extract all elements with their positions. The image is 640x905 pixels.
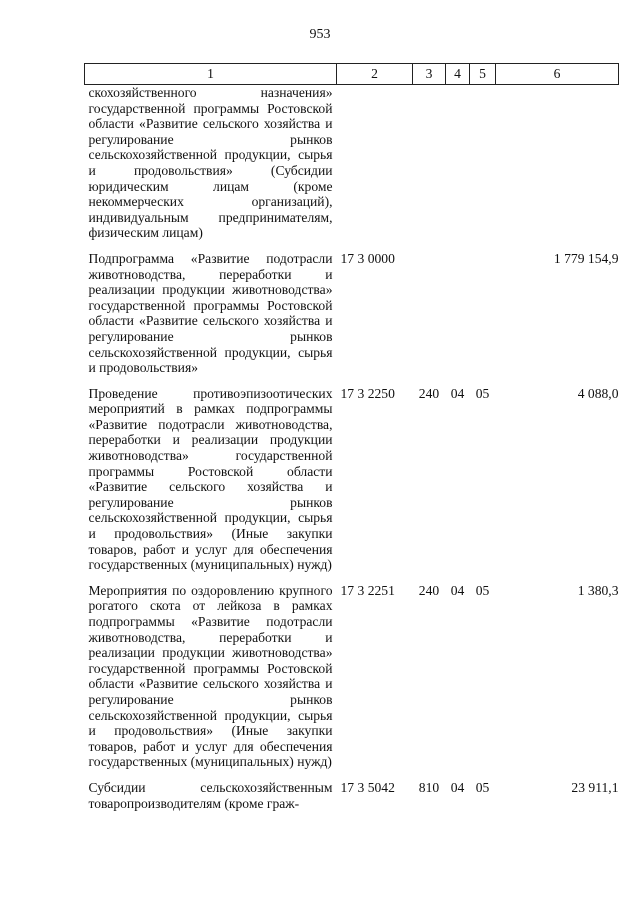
row-col5: 05 <box>475 582 490 598</box>
row-description: Субсидии сельскохозяйственным товаропроизводителям (кроме граж- <box>88 779 333 811</box>
row-col5 <box>470 85 496 251</box>
header-col-6: 6 <box>496 64 619 85</box>
row-code: 17 3 2251 <box>340 582 395 598</box>
row-col5: 05 <box>475 779 490 795</box>
row-code: 17 3 0000 <box>340 250 395 266</box>
row-description: Подпрограмма «Развитие подотрасли животноводства, переработки и реализации продукции животноводства» государственной программы Ростовской области «Развитие сельского хозяйства и регулирование рынков сельскохозяйственной продукции, сырья и продовольствия» <box>88 250 333 376</box>
row-amount <box>496 85 619 251</box>
table-row <box>85 386 619 583</box>
row-col3 <box>413 251 446 386</box>
row-col4: 04 <box>450 385 465 401</box>
header-col-5: 5 <box>470 64 496 85</box>
table-row <box>85 583 619 780</box>
row-col4 <box>446 85 470 251</box>
row-col3: 240 <box>418 385 440 401</box>
row-col4: 04 <box>450 779 465 795</box>
row-col3: 810 <box>418 779 440 795</box>
row-col5 <box>470 251 496 386</box>
row-description: скохозяйственного назначения» государственной программы Ростовской области «Развитие сельского хозяйства и регулирование рынков сельскохозяйственной продукции, сырья и продовольствия» (Субсидии юридическим лицам (кроме некоммерческих организаций), индивидуальным предпринимателям, физическим лицам) <box>88 85 333 241</box>
header-col-4: 4 <box>446 64 470 85</box>
row-description: Проведение противоэпизоотических мероприятий в рамках подпрограммы «Развитие подотрасли животноводства, переработки и реализации продукции животноводства» государственной программы Ростовской области «Развитие сельского хозяйства и регулирование рынков сельскохозяйственной продукции, сырья и продовольствия» (Иные закупки товаров, работ и услуг для обеспечения государственных (муниципальных) нужд) <box>88 385 333 573</box>
row-code: 17 3 2250 <box>340 385 395 401</box>
row-amount: 1 380,3 <box>577 582 619 598</box>
row-code <box>337 85 413 251</box>
header-col-3: 3 <box>413 64 446 85</box>
budget-table <box>84 63 619 811</box>
row-amount: 4 088,0 <box>577 385 619 401</box>
row-amount: 1 779 154,9 <box>553 250 619 266</box>
page-number: 953 <box>309 27 331 42</box>
row-col3: 240 <box>418 582 440 598</box>
row-col5: 05 <box>475 385 490 401</box>
row-description: Мероприятия по оздоровлению крупного рогатого скота от лейкоза в рамках подпрограммы «Развитие подотрасли животноводства, переработки и реализации продукции животноводства» государственной программы Ростовской области «Развитие сельского хозяйства и регулирование рынков сельскохозяйственной продукции, сырья и продовольствия» (Иные закупки товаров, работ и услуг для обеспечения государственных (муниципальных) нужд) <box>88 582 333 770</box>
table-row <box>85 251 619 386</box>
table-row <box>85 85 619 251</box>
row-amount: 23 911,1 <box>571 779 619 795</box>
table-row <box>85 780 619 811</box>
row-col4: 04 <box>450 582 465 598</box>
header-col-1: 1 <box>85 64 337 85</box>
header-col-2: 2 <box>337 64 413 85</box>
table-header-row <box>85 64 619 85</box>
row-code: 17 3 5042 <box>340 779 395 795</box>
row-col3 <box>413 85 446 251</box>
row-col4 <box>446 251 470 386</box>
